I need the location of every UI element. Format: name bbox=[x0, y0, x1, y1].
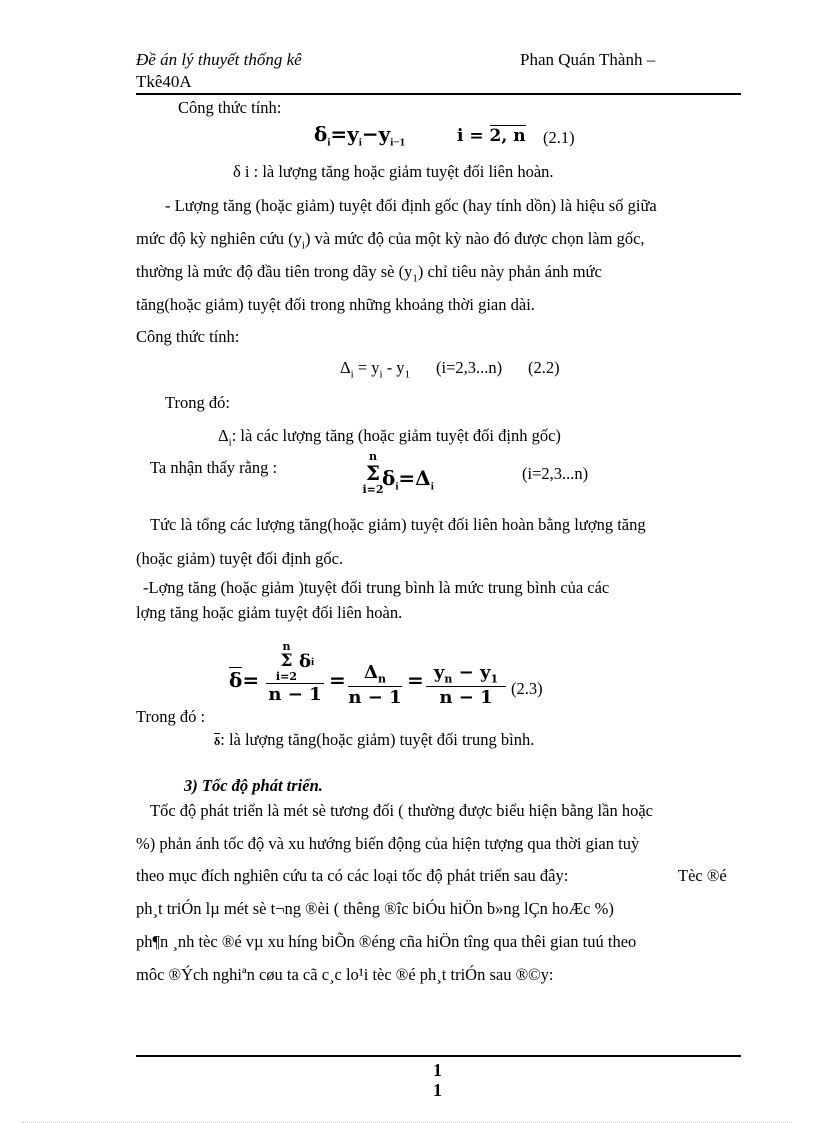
f1-lhs: δ bbox=[314, 122, 328, 146]
paragraph-line: lợng tăng hoặc giảm tuyệt đối liên hoàn. bbox=[136, 603, 403, 622]
page-number: 1 bbox=[433, 1060, 442, 1080]
f3-mean-delta: δ bbox=[229, 668, 243, 692]
paragraph-line bbox=[136, 229, 645, 251]
f1-minus: −y bbox=[361, 122, 391, 146]
formula-intro-2: Công thức tính: bbox=[136, 327, 240, 346]
formula-2-2 bbox=[340, 358, 410, 380]
f3-eq-2: = bbox=[329, 668, 346, 692]
f1-equation-number: (2.1) bbox=[543, 128, 575, 147]
sum-symbol: Σ bbox=[365, 461, 381, 485]
f1-range-label: i = bbox=[457, 126, 490, 146]
sum-rhs: Δ bbox=[415, 466, 431, 490]
f3-frac1-sum bbox=[276, 640, 297, 683]
paragraph-garbled-line: ph¶n ¸nh tèc ®é vµ xu híng biÕn ®éng cña hiÖn tîng qua thêi gian tuú theo bbox=[136, 932, 637, 951]
mean-delta-text: : là lượng tăng(hoặc giảm) tuyệt đối trung bình. bbox=[220, 730, 535, 749]
f1-sub-i: i bbox=[327, 136, 331, 149]
where-label-2: Trong đó : bbox=[136, 707, 206, 726]
footer-rule bbox=[136, 1055, 741, 1057]
f1-eq: =y bbox=[330, 122, 359, 146]
paragraph-garbled-line: ph¸t triÓn lµ mét sè t¬ng ®èi ( thêng ®îc biÓu hiÖn b»ng lÇn hoÆc %) bbox=[136, 899, 614, 918]
paragraph-line: Tốc độ phát triển là mét sè tương đối ( thường được biểu hiện bằng lần hoặc bbox=[150, 801, 653, 820]
f3-frac2-den: n − 1 bbox=[348, 686, 402, 708]
f2-delta: Δ bbox=[340, 358, 351, 377]
delta-i-cap-definition bbox=[218, 426, 561, 448]
f3-eq-1: = bbox=[242, 668, 260, 692]
f3-frac3-y: y bbox=[433, 662, 445, 683]
sum-lower-limit: i=2 bbox=[362, 483, 384, 496]
paragraph-line bbox=[136, 262, 602, 284]
f3-frac2-sub: n bbox=[377, 672, 386, 686]
formula-intro-1: Công thức tính: bbox=[178, 98, 282, 117]
f2-sub-i-2: i bbox=[379, 368, 383, 381]
header-rule bbox=[136, 93, 741, 95]
paragraph-line: -Lợng tăng (hoặc giảm )tuyệt đối trung bình là mức trung bình của các bbox=[143, 578, 610, 597]
delta-cap-sub: i bbox=[228, 436, 232, 449]
line5-a: mức độ kỳ nghiên cứu (y bbox=[136, 229, 302, 248]
f2-range: (i=2,3...n) bbox=[436, 358, 503, 377]
paragraph-line: Tức là tổng các lượng tăng(hoặc giảm) tuyệt đối liên hoàn bằng lượng tăng bbox=[150, 515, 646, 534]
f3-frac3-minus: − y bbox=[452, 662, 491, 683]
header-author: Phan Quán Thành – bbox=[520, 50, 656, 69]
line5-b: ) và mức độ của một kỳ nào đó được chọn làm gốc, bbox=[304, 229, 645, 248]
page-number-duplicate: 1 bbox=[433, 1080, 442, 1100]
f1-sub-im1: i−1 bbox=[390, 136, 406, 149]
f3-fraction-1 bbox=[266, 640, 324, 705]
sum-upper-limit: n bbox=[369, 450, 377, 463]
f3-frac3-sub-1: 1 bbox=[490, 672, 499, 686]
f3-frac2-num bbox=[364, 662, 386, 686]
sum-term: δ bbox=[382, 466, 396, 490]
f3-eq-3: = bbox=[407, 668, 424, 692]
section-heading: 3) Tốc độ phát triển. bbox=[184, 776, 323, 795]
f3-fraction-3 bbox=[426, 662, 506, 708]
header-class-code: Tkê40A bbox=[136, 72, 192, 91]
paragraph-line: tăng(hoặc giảm) tuyệt đối trong những khoảng thời gian dài. bbox=[136, 295, 535, 314]
f2-equation-number: (2.2) bbox=[528, 358, 560, 377]
sum-term-sub: i bbox=[395, 480, 399, 493]
mean-delta-definition bbox=[214, 730, 534, 750]
f3-frac1-upper: n bbox=[282, 640, 291, 653]
delta-cap-symbol: Δ bbox=[218, 426, 229, 445]
delta-i-definition: δ i : là lượng tăng hoặc giảm tuyệt đối liên hoàn. bbox=[233, 162, 554, 181]
f3-lhs bbox=[229, 668, 259, 692]
where-label-1: Trong đó: bbox=[165, 393, 230, 412]
paragraph-line: - Lượng tăng (hoặc giảm) tuyệt đối định gốc (hay tính dồn) là hiệu số giữa bbox=[165, 196, 657, 215]
observation-label: Ta nhận thấy rằng : bbox=[150, 458, 278, 477]
f3-frac1-den: n − 1 bbox=[268, 684, 322, 705]
paragraph-garbled-start: Tèc ®é bbox=[678, 866, 727, 885]
f3-frac1-num bbox=[276, 640, 314, 683]
f3-frac1-sub: i bbox=[311, 655, 315, 668]
f3-frac3-sub-n: n bbox=[444, 672, 453, 686]
f3-frac3-num bbox=[434, 662, 498, 686]
delta-cap-text: : là các lượng tăng (hoặc giảm tuyệt đối định gốc) bbox=[231, 426, 561, 445]
sum-range: (i=2,3...n) bbox=[522, 464, 589, 483]
line6-a: thường là mức độ đầu tiên trong dãy sè (y bbox=[136, 262, 413, 281]
line5-sub-i: i bbox=[301, 239, 305, 252]
sum-body bbox=[382, 466, 434, 492]
f1-sub-i-2: i bbox=[358, 136, 362, 149]
f2-sub-i: i bbox=[350, 368, 354, 381]
paragraph-line: %) phản ánh tốc độ và xu hướng biến động của hiện tượng qua thời gian tuỳ bbox=[136, 834, 640, 853]
f3-frac1-sigma: Σ bbox=[280, 651, 293, 671]
f3-frac1-lower: i=2 bbox=[275, 670, 297, 683]
line6-sub-1: 1 bbox=[412, 272, 418, 285]
sum-eq: = bbox=[398, 466, 416, 490]
f3-equation-number: (2.3) bbox=[511, 679, 543, 698]
f1-range-value: 2, n bbox=[489, 126, 526, 146]
sum-rhs-sub: i bbox=[430, 480, 434, 493]
f3-frac2-delta: Δ bbox=[364, 662, 378, 683]
formula-2-1 bbox=[314, 122, 405, 148]
f1-range bbox=[457, 126, 526, 146]
paragraph-line: theo mục đích nghiên cứu ta có các loại tốc độ phát triển sau đây: bbox=[136, 866, 569, 885]
f3-fraction-2 bbox=[348, 662, 402, 708]
header-document-title: Đề án lý thuyết thống kê bbox=[136, 50, 302, 69]
f2-eq: = y bbox=[353, 358, 380, 377]
paragraph-line: (hoặc giảm) tuyệt đối định gốc. bbox=[136, 549, 344, 568]
f3-frac1-term: δ bbox=[298, 651, 311, 672]
f2-sub-1: 1 bbox=[404, 368, 411, 381]
f3-frac3-den: n − 1 bbox=[439, 686, 493, 708]
line6-b: ) chỉ tiêu này phản ánh mức bbox=[417, 262, 602, 281]
f2-minus: - y bbox=[382, 358, 405, 377]
mean-delta-symbol: δ bbox=[214, 734, 221, 748]
paragraph-garbled-line: môc ®Ých nghiªn cøu ta cã c¸c lo¹i tèc ®é ph¸t triÓn sau ®©y: bbox=[136, 965, 554, 984]
